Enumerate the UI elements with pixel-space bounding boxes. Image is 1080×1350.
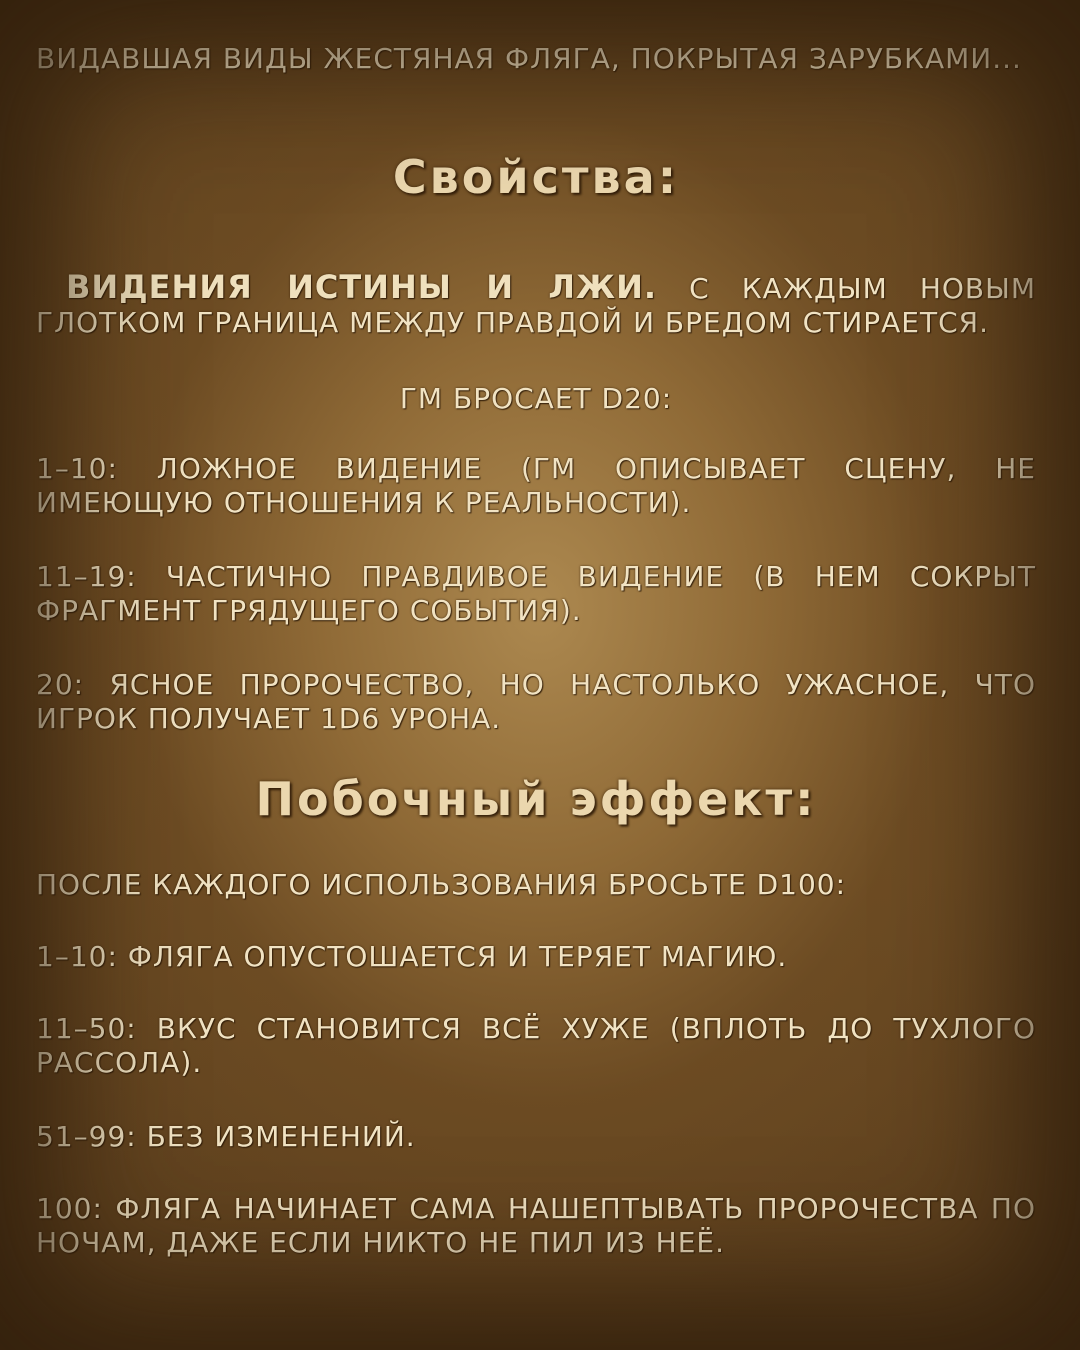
properties-result-1: 1–10: ЛОЖНОЕ ВИДЕНИЕ (ГМ ОПИСЫВАЕТ СЦЕНУ, НЕ ИМЕЮЩУЮ ОТНОШЕНИЯ К РЕАЛЬНОСТИ). <box>36 452 1036 519</box>
side-effect-result-2: 11–50: ВКУС СТАНОВИТСЯ ВСЁ ХУЖЕ (ВПЛОТЬ ДО ТУХЛОГО РАССОЛА). <box>36 1012 1036 1079</box>
side-effect-result-3: 51–99: БЕЗ ИЗМЕНЕНИЙ. <box>36 1120 416 1153</box>
properties-heading: Свойства: <box>392 150 680 204</box>
intro-text: ВИДАВШАЯ ВИДЫ ЖЕСТЯНАЯ ФЛЯГА, ПОКРЫТАЯ ЗАРУБКАМИ... <box>36 42 1022 75</box>
side-effect-heading: Побочный эффект: <box>255 772 817 826</box>
side-effect-result-1: 1–10: ФЛЯГА ОПУСТОШАЕТСЯ И ТЕРЯЕТ МАГИЮ. <box>36 940 788 973</box>
properties-result-2: 11–19: ЧАСТИЧНО ПРАВДИВОЕ ВИДЕНИЕ (В НЕМ СОКРЫТ ФРАГМЕНТ ГРЯДУЩЕГО СОБЫТИЯ). <box>36 560 1036 627</box>
ability-paragraph <box>36 270 1036 340</box>
ability-name: ВИДЕНИЯ ИСТИНЫ И ЛЖИ. <box>66 268 658 306</box>
properties-result-3: 20: ЯСНОЕ ПРОРОЧЕСТВО, НО НАСТОЛЬКО УЖАСНОЕ, ЧТО ИГРОК ПОЛУЧАЕТ 1D6 УРОНА. <box>36 668 1036 735</box>
side-effect-result-4: 100: ФЛЯГА НАЧИНАЕТ САМА НАШЕПТЫВАТЬ ПРОРОЧЕСТВА ПО НОЧАМ, ДАЖЕ ЕСЛИ НИКТО НЕ ПИЛ ИЗ НЕЁ. <box>36 1192 1036 1259</box>
ability-description: С КАЖДЫМ НОВЫМ ГЛОТКОМ ГРАНИЦА МЕЖДУ ПРАВДОЙ И БРЕДОМ СТИРАЕТСЯ. <box>36 272 1037 339</box>
properties-roll-line: ГМ БРОСАЕТ D20: <box>399 382 673 415</box>
side-effect-roll-line: ПОСЛЕ КАЖДОГО ИСПОЛЬЗОВАНИЯ БРОСЬТЕ D100: <box>36 868 847 901</box>
